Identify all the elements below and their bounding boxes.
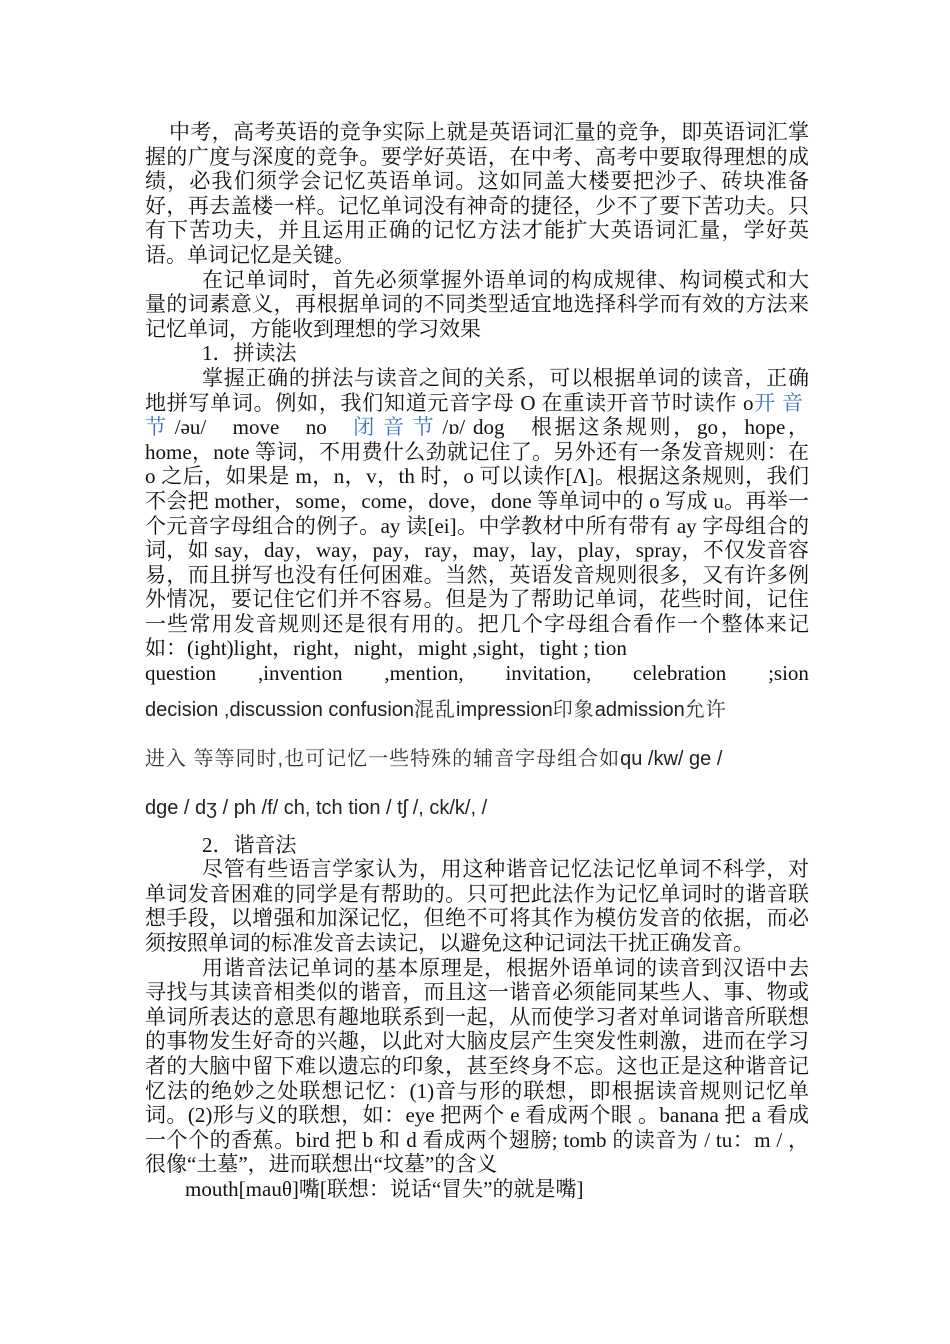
consonant-combo-ipa: qu /kw/ ge / xyxy=(620,748,723,771)
gloss-admission: 允许 xyxy=(684,699,727,722)
spelling-paragraph xyxy=(145,366,809,661)
mouth-example: mouth[mauθ]嘴[联想：说话“冒失”的就是嘴] xyxy=(185,1176,584,1201)
spelling-text-b: go，hope，home，note 等词，不用费什么劲就记住了。另外还有一条发音规则：在 o 之后，如果是 m，n，v，th 时，o 可以读作[Λ]。根据这条规则，我们不会把 mother，some，come，dove，done 等单词中的 o 写成 u。再举一个元音字母组合的例子。ay 读[ei]。中学教材中所有带有 ay 字母组合的词，如 say，day，way，pay，ray，may，lay，play，spray，不仅发音容易，而且拼写也没有任何困难。当然，英语发音规则很多，又有许多例外情况，要记住它们并不容易。但是为了帮助记单词，花些时间，记住一些常用发音规则还是很有用的。把几个字母组合看作一个整体来记如：(ight)light，right，night，might ,sight，tight ; tion xyxy=(145,415,810,661)
consonant-ipa-row xyxy=(145,784,809,833)
ipa-example-1: /əu/ move no xyxy=(174,415,354,440)
sion-words: decision ,discussion confusion xyxy=(145,699,415,722)
sion-row xyxy=(145,686,809,735)
word-item: celebration xyxy=(633,661,727,686)
word-item: ,mention, xyxy=(384,661,464,686)
word-admission: admission xyxy=(594,699,685,722)
word-impression: impression xyxy=(456,699,553,722)
sion-examples-block xyxy=(145,686,809,833)
method-paragraph: 在记单词时，首先必须掌握外语单词的构成规律、构词模式和大量的词素意义，再根据单词的不同类型适宜地选择科学而有效的方法来记忆单词，方能收到理想的学习效果 xyxy=(145,267,809,341)
ipa-example-2: /ɒ/ dog 根据这条规则， xyxy=(442,415,698,440)
gloss-impression: 印象 xyxy=(552,699,595,722)
intro-paragraph: 中考，高考英语的竞争实际上就是英语词汇量的竞争，即英语词汇掌握的广度与深度的竞争。要学好英语，在中考、高考中要取得理想的成绩，必我们须学会记忆英语单词。这如同盖大楼要把沙子、砖块准备好，再去盖楼一样。记忆单词没有神奇的捷径，少不了要下苦功夫。只有下苦功夫，并且运用正确的记忆方法才能扩大英语词汇量，学好英语。单词记忆是关键。 xyxy=(145,120,809,267)
section-heading-homophone: 2．谐音法 xyxy=(202,832,297,857)
suffix-word-line xyxy=(145,661,809,686)
homophone-paragraph-1: 尽管有些语言学家认为，用这种谐音记忆法记忆单词不科学，对单词发音困难的同学是有帮助的。只可把此法作为记忆单词时的谐音联想手段，以增强和加深记忆，但绝不可将其作为模仿发音的依据，而必须按照单词的标准发音去读记，以避免这种记词法干扰正确发音。 xyxy=(145,857,809,956)
section-heading-spelling: 1．拼读法 xyxy=(202,341,297,366)
consonant-combo-intro: 进入 等等同时,也可记忆一些特殊的辅音字母组合如 xyxy=(145,748,621,771)
gloss-confusion: 混乱 xyxy=(414,699,457,722)
consonant-ipa-list: dge / dʒ / ph /f/ ch, tch tion / tʃ /, ck/k/, / xyxy=(145,797,488,820)
word-item: question xyxy=(145,661,217,686)
open-syllable-link[interactable]: 开音节 xyxy=(145,390,810,440)
word-item: ;sion xyxy=(768,661,809,686)
consonant-combo-row xyxy=(145,735,809,784)
spelling-text-a: 掌握正确的拼法与读音之间的关系，可以根据单词的读音，正确地拼写单词。例如，我们知道元音字母 O 在重读开音节时读作 o xyxy=(145,365,809,415)
closed-syllable-link[interactable]: 闭音节 xyxy=(353,415,443,440)
homophone-paragraph-2: 用谐音法记单词的基本原理是，根据外语单词的读音到汉语中去寻找与其读音相类似的谐音，而且这一谐音必须能同某些人、事、物或单词所表达的意思有趣地联系到一起，从而使学习者对单词谐音所联想的事物发生好奇的兴趣，以此对大脑皮层产生突发性刺激，进而在学习者的大脑中留下难以遗忘的印象，甚至终身不忘。这也正是这种谐音记忆法的绝妙之处联想记忆：(1)音与形的联想，即根据读音规则记忆单词。(2)形与义的联想，如：eye 把两个 e 看成两个眼 。banana 把 a 看成一个个的香蕉。bird 把 b 和 d 看成两个翅膀; tomb 的读音为 / tu：m / ，很像“土墓”，进而联想出“坟墓”的含义 xyxy=(145,955,809,1177)
word-item: invitation, xyxy=(505,661,592,686)
word-item: ,invention xyxy=(257,661,343,686)
document-body xyxy=(145,120,809,1202)
